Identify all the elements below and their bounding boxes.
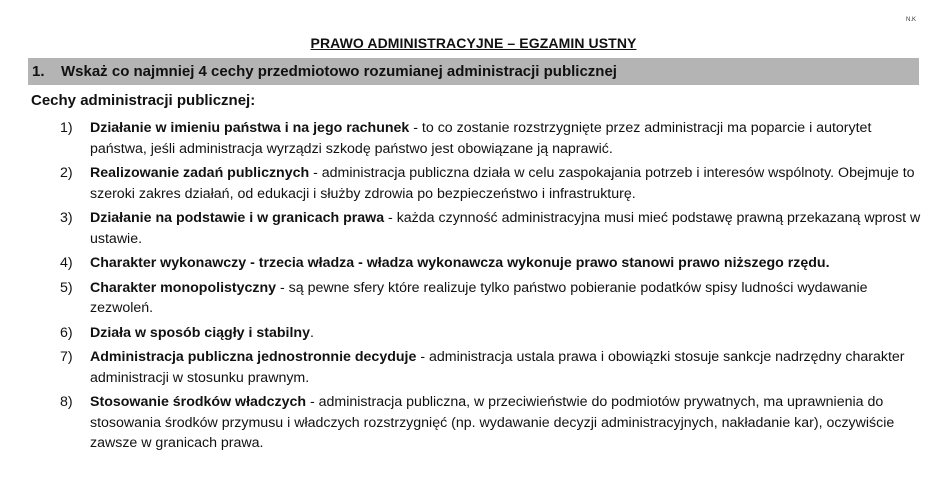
- item-term: Charakter wykonawczy - trzecia władza - władza wykonawcza wykonuje prawo stanowi prawo niższego rzędu.: [90, 255, 830, 271]
- item-term: Działanie na podstawie i w granicach prawa: [90, 210, 385, 226]
- list-item: [60, 118, 930, 159]
- item-number: 7): [60, 349, 73, 365]
- features-list: [60, 118, 930, 458]
- item-body: [90, 392, 930, 454]
- item-body: [90, 208, 930, 249]
- item-body: [90, 118, 930, 159]
- question-heading-bar: [28, 58, 919, 85]
- question-text: Wskaż co najmniej 4 cechy przedmiotowo rozumianej administracji publicznej: [61, 63, 617, 80]
- item-body: [90, 253, 930, 274]
- document-title: PRAWO ADMINISTRACYJNE – EGZAMIN USTNY: [310, 35, 637, 51]
- section-heading: Cechy administracji publicznej:: [31, 92, 256, 109]
- item-number: 2): [60, 165, 73, 181]
- item-description: - administracja publiczna, w przeciwieństwie do podmiotów prywatnych, ma uprawnienia do stosowania środków przymusu i władczych rozstrzygnięć (np. wydawanie decyzji administracyjnych, nakładanie kar), oczywiście zawsze w granicach prawa.: [90, 394, 895, 451]
- item-number: 5): [60, 279, 73, 296]
- item-term: Działanie w imieniu państwa i na jego rachunek: [90, 120, 410, 136]
- item-term: Działa w sposób ciągły i stabilny: [90, 324, 310, 341]
- item-term: Administracja publiczna jednostronnie decyduje: [90, 349, 417, 365]
- item-body: [90, 323, 930, 344]
- item-description: - administracja ustala prawa i obowiązki stosuje sankcje nadrzędny charakter administracji w stosunku prawnym.: [90, 349, 905, 386]
- item-description: - administracja publiczna działa w celu zaspokajania potrzeb i interesów wspólnoty. Obejmuje to szeroki zakres działań, od edukacji i służby zdrowia po bezpieczeństwo i infrastrukturę.: [90, 165, 915, 202]
- item-body: [90, 347, 930, 388]
- list-item: [60, 392, 930, 454]
- item-number: 6): [60, 324, 73, 341]
- list-item: [60, 278, 930, 319]
- item-term: Charakter monopolistyczny: [90, 279, 277, 296]
- item-term: Realizowanie zadań publicznych: [90, 165, 310, 181]
- list-item: [60, 323, 930, 344]
- author-initials: N.K: [905, 17, 916, 23]
- item-description: - są pewne sfery które realizuje tylko państwo pobieranie podatków spisy ludności wydawanie zezwoleń.: [90, 279, 868, 316]
- item-body: [90, 163, 930, 204]
- list-item: [60, 347, 930, 388]
- item-description: - każda czynność administracyjna musi mieć podstawę prawną przekazaną wprost w ustawie.: [90, 210, 921, 247]
- item-number: 8): [60, 394, 73, 410]
- item-description: - to co zostanie rozstrzygnięte przez administracji ma poparcie i autorytet państwa, jeśli administracja wyrządzi szkodę państwo jest obowiązane ją naprawić.: [90, 120, 872, 157]
- item-number: 3): [60, 210, 73, 226]
- list-item: [60, 163, 930, 204]
- item-number: 1): [60, 120, 73, 136]
- question-number: 1.: [32, 63, 45, 80]
- list-item: [60, 208, 930, 249]
- item-term: Stosowanie środków władczych: [90, 394, 307, 410]
- item-number: 4): [60, 255, 73, 271]
- list-item: [60, 253, 930, 274]
- item-body: [90, 278, 930, 319]
- item-description: .: [309, 324, 314, 341]
